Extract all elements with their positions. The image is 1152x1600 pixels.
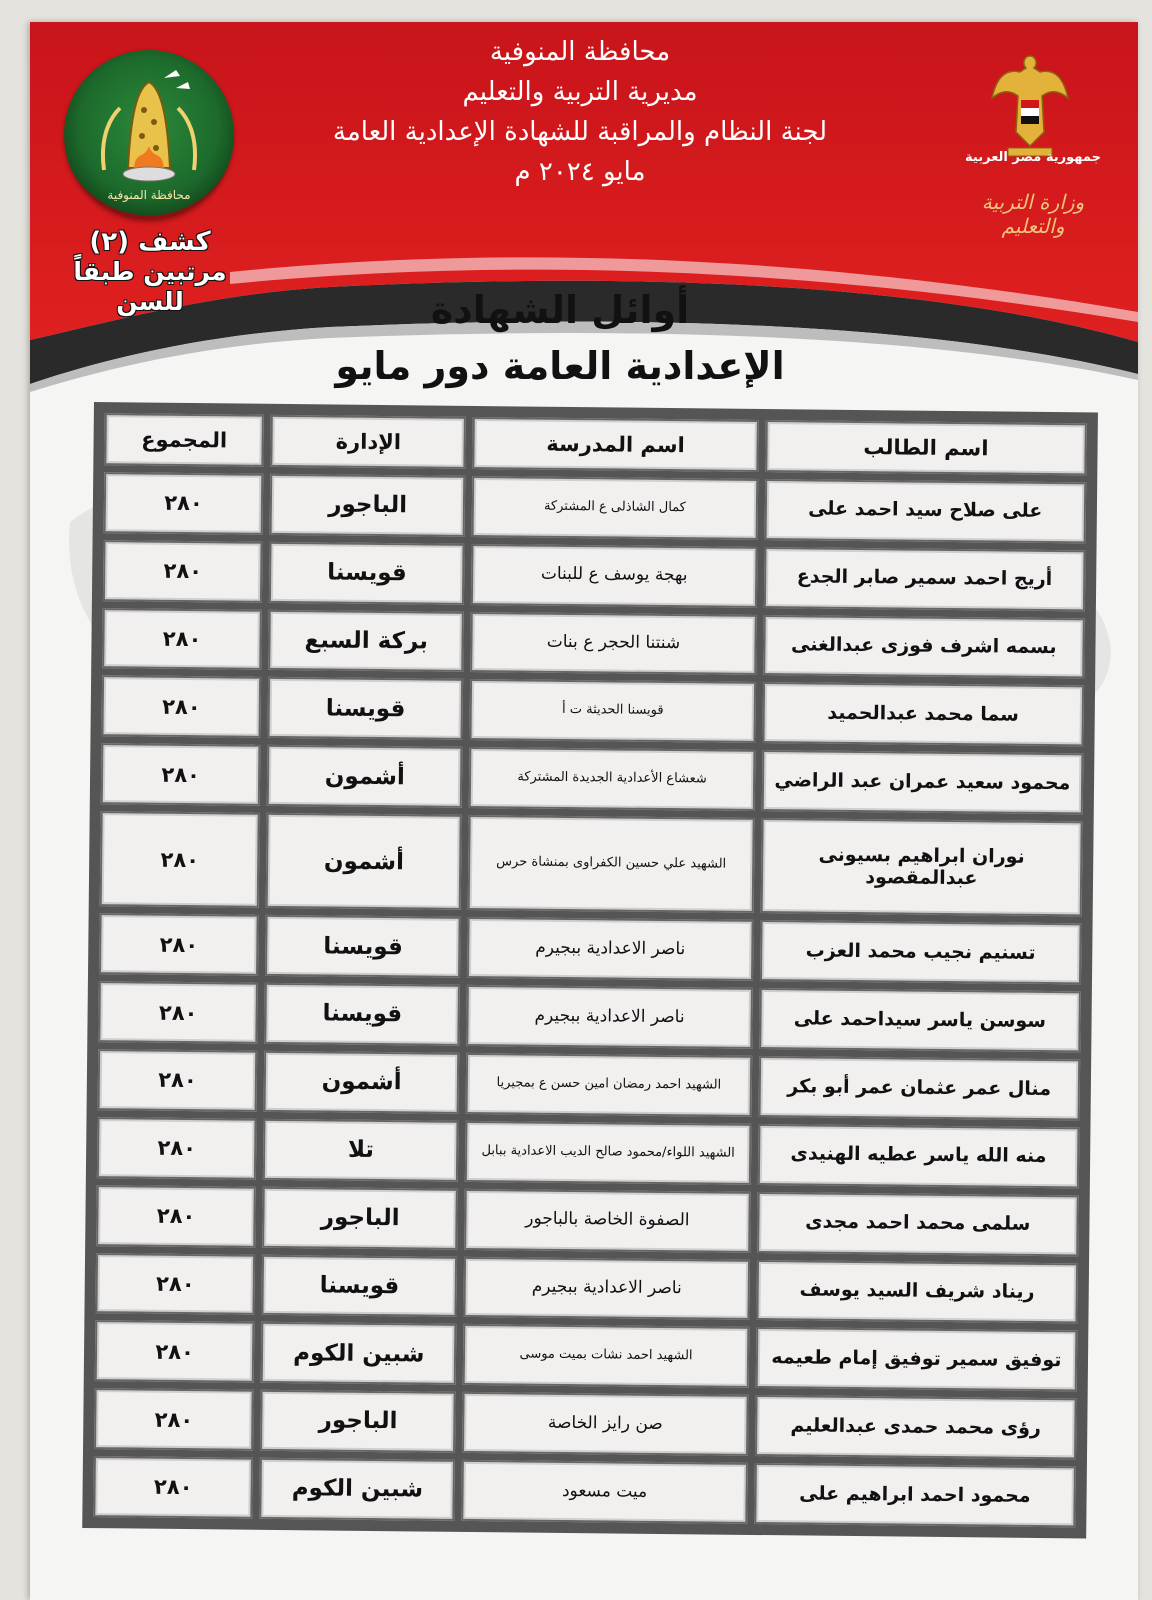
administration: قويسنا xyxy=(264,983,460,1046)
student-name: ريناد شريف السيد يوسف xyxy=(756,1260,1078,1324)
governorate-logo xyxy=(64,50,234,220)
school-name: بهجة يوسف ع للبنات xyxy=(471,544,757,608)
administration: تلا xyxy=(263,1119,459,1182)
administration: قويسنا xyxy=(268,677,464,740)
total-score: ٢٨٠ xyxy=(93,1456,253,1519)
table-row xyxy=(104,472,1087,543)
total-score: ٢٨٠ xyxy=(95,1253,255,1315)
administration: الباجور xyxy=(270,474,466,537)
school-name: ناصر الاعدادية ببجيرم xyxy=(467,985,753,1049)
student-name: رؤى محمد حمدى عبدالعليم xyxy=(755,1395,1077,1459)
administration: قويسنا xyxy=(262,1254,458,1317)
administration: أشمون xyxy=(264,1051,460,1114)
school-name: الشهيد احمد رمضان امين حسن ع بمجيريا xyxy=(466,1053,752,1117)
column-header-administration: الإدارة xyxy=(271,415,467,469)
eagle-emblem-icon xyxy=(990,50,1070,160)
table-header-row xyxy=(104,413,1086,475)
total-score: ٢٨٠ xyxy=(98,1049,258,1111)
total-score: ٢٨٠ xyxy=(103,540,263,602)
student-name: محمود سعيد عمران عبد الراضي xyxy=(761,750,1083,814)
student-name: منال عمر عثمان عمر أبو بكر xyxy=(758,1056,1080,1120)
total-score: ٢٨٠ xyxy=(101,743,261,805)
total-score: ٢٨٠ xyxy=(95,1320,255,1382)
ministry-name: وزارة التربية والتعليم xyxy=(981,190,1085,238)
top-students-table-frame xyxy=(82,402,1098,1538)
administration: بركة السبع xyxy=(268,610,464,673)
certificate-page xyxy=(30,22,1138,1600)
school-name: كمال الشاذلى ع المشتركة xyxy=(472,476,758,540)
student-name: على صلاح سيد احمد على xyxy=(764,479,1086,543)
table-row xyxy=(103,540,1086,611)
total-score: ٢٨٠ xyxy=(104,472,264,534)
administration: أشمون xyxy=(267,745,463,808)
column-header-student-name: اسم الطالب xyxy=(765,420,1087,475)
student-name: توفيق سمير توفيق إمام طعيمه xyxy=(755,1327,1077,1391)
total-score: ٢٨٠ xyxy=(102,608,262,670)
school-name: ناصر الاعدادية ببجيرم xyxy=(464,1257,750,1321)
administration: شبين الكوم xyxy=(259,1458,455,1521)
sheet-sort-note: مرتبين طبقاً للسن xyxy=(73,257,227,316)
table-row xyxy=(95,1253,1078,1324)
column-header-total: المجموع xyxy=(104,413,264,467)
school-name: شعشاع الأعدادية الجديدة المشتركة xyxy=(469,747,755,811)
top-students-table xyxy=(86,406,1094,1534)
total-score: ٢٨٠ xyxy=(94,1388,254,1450)
table-row xyxy=(101,743,1084,814)
header-line-governorate: محافظة المنوفية xyxy=(489,37,671,67)
total-score: ٢٨٠ xyxy=(101,676,261,738)
table-row xyxy=(98,981,1081,1052)
student-name: سلمى محمد احمد مجدى xyxy=(757,1192,1079,1256)
total-score: ٢٨٠ xyxy=(96,1185,256,1247)
table-row xyxy=(101,676,1084,747)
total-score: ٢٨٠ xyxy=(100,811,260,908)
student-name: محمود احمد ابراهيم على xyxy=(754,1463,1076,1527)
table-row xyxy=(98,1049,1081,1120)
administration: الباجور xyxy=(260,1390,456,1453)
school-name: الشهيد اللواء/محمود صالح الديب الاعدادية ببابل xyxy=(465,1121,751,1185)
administration: قويسنا xyxy=(269,542,465,605)
school-name: الشهيد احمد نشات بميت موسى xyxy=(463,1324,749,1388)
page-subtitle: الإعدادية العامة دور مايو xyxy=(335,344,785,388)
school-name: الصفوة الخاصة بالباجور xyxy=(465,1189,751,1253)
page-title: أوائل الشهادة xyxy=(430,288,690,332)
administration: شبين الكوم xyxy=(261,1322,457,1385)
total-score: ٢٨٠ xyxy=(99,914,259,976)
sheet-label xyxy=(40,227,260,317)
table-row xyxy=(94,1388,1077,1459)
sheet-number: كشف (٢) xyxy=(89,227,211,257)
column-header-school-name: اسم المدرسة xyxy=(473,417,759,472)
school-name: الشهيد علي حسين الكفراوى بمنشاة حرس xyxy=(468,815,754,913)
school-name: قويسنا الحديثة ت أ xyxy=(470,679,756,743)
governorate-logo-text: محافظة المنوفية xyxy=(107,188,191,202)
table-row xyxy=(95,1320,1078,1391)
student-name: أريج احمد سمير صابر الجدع xyxy=(764,547,1086,611)
total-score: ٢٨٠ xyxy=(97,1117,257,1179)
table-row xyxy=(96,1185,1079,1256)
school-name: ناصر الاعدادية ببجيرم xyxy=(467,917,753,981)
header-line-committee: لجنة النظام والمراقبة للشهادة الإعدادية العامة xyxy=(332,117,828,147)
total-score: ٢٨٠ xyxy=(98,981,258,1043)
student-name: سما محمد عبدالحميد xyxy=(762,683,1084,747)
student-name: بسمه اشرف فوزى عبدالغنى xyxy=(763,615,1085,679)
student-name: نوران ابراهيم بسيونى عبدالمقصود xyxy=(760,818,1082,917)
header-line-date: مايو ٢٠٢٤ م xyxy=(514,157,646,187)
student-name: منه الله ياسر عطيه الهنيدى xyxy=(757,1124,1079,1188)
header-line-directorate: مديرية التربية والتعليم xyxy=(462,77,698,107)
student-name: تسنيم نجيب محمد العزب xyxy=(760,920,1082,984)
table-row xyxy=(100,811,1083,917)
header-text xyxy=(300,32,860,192)
school-name: ميت مسعود xyxy=(462,1460,748,1524)
school-name: صن رايز الخاصة xyxy=(462,1392,748,1456)
table-row xyxy=(93,1456,1076,1527)
student-name: سوسن ياسر سيداحمد على xyxy=(759,988,1081,1052)
table-row xyxy=(97,1117,1080,1188)
table-row xyxy=(102,608,1085,679)
table-row xyxy=(99,914,1082,985)
school-name: شنتنا الحجر ع بنات xyxy=(471,612,757,676)
administration: الباجور xyxy=(262,1187,458,1250)
administration: أشمون xyxy=(266,813,462,910)
republic-name: جمهورية مصر العربية xyxy=(965,150,1101,165)
administration: قويسنا xyxy=(265,915,461,978)
